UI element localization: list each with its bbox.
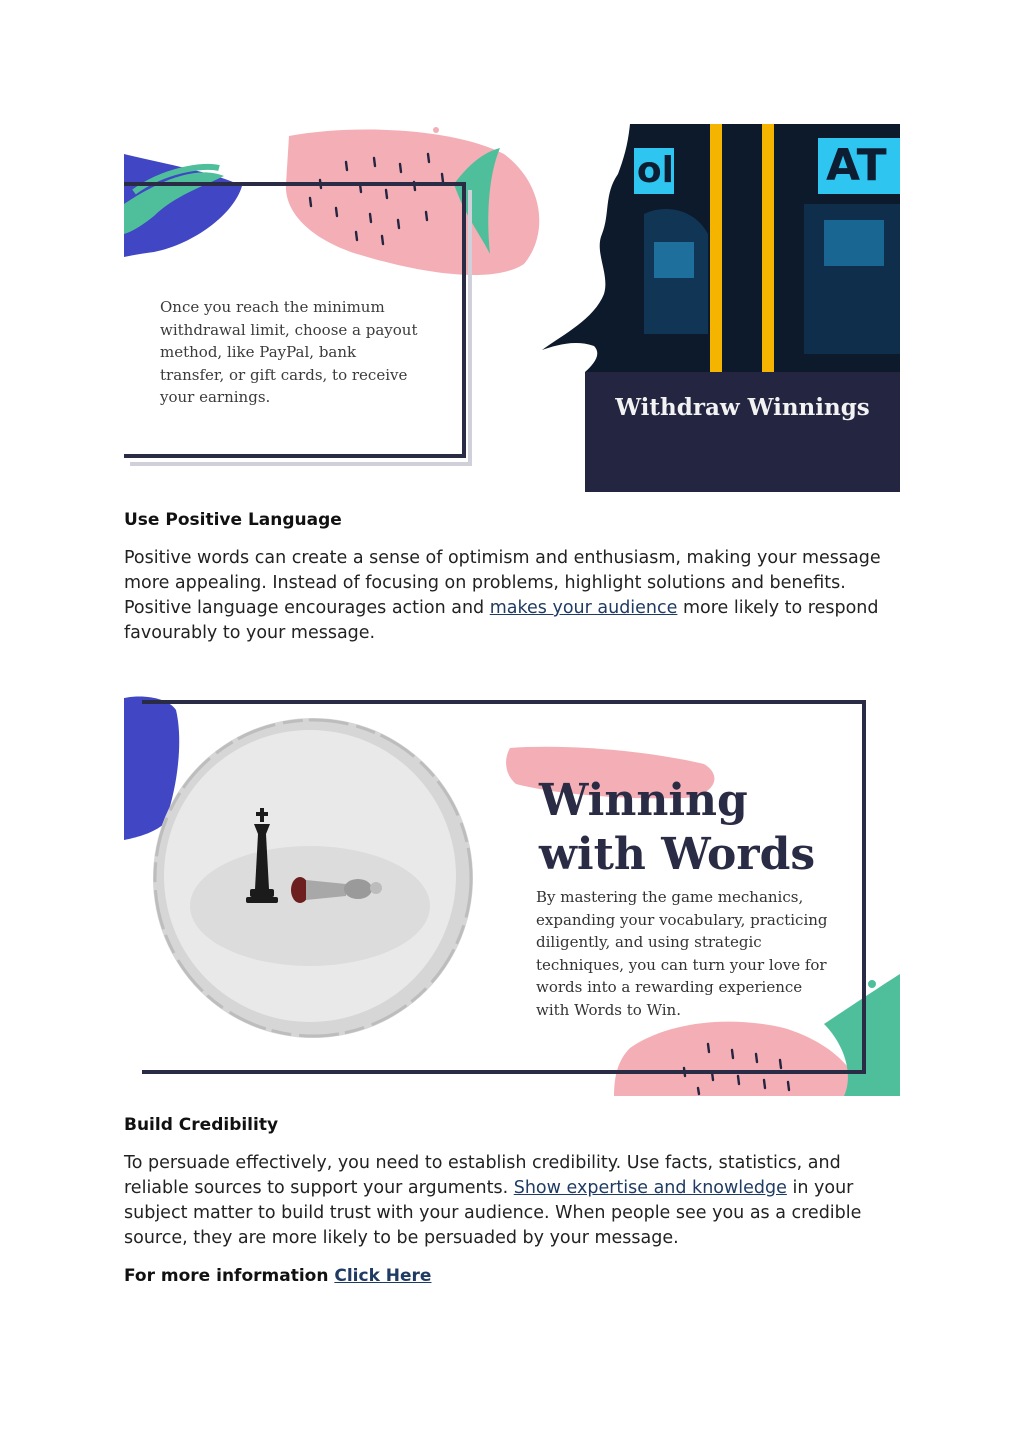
more-info-line xyxy=(124,1266,431,1286)
paragraph-text: more likely to respond favourably to your message. xyxy=(124,598,879,643)
withdraw-caption: Withdraw Winnings xyxy=(615,394,870,421)
click-here-link[interactable]: Click Here xyxy=(334,1266,432,1286)
caption-box xyxy=(585,372,900,492)
atm-sign: AT xyxy=(818,138,900,194)
paragraph-build-credibility xyxy=(124,1151,900,1251)
section-heading-build-credibility: Build Credibility xyxy=(124,1115,279,1135)
show-expertise-link[interactable]: Show expertise and knowledge xyxy=(513,1178,787,1198)
section-heading-positive-language: Use Positive Language xyxy=(124,510,342,530)
paragraph-text: in your subject matter to build trust with your audience. When people see you as a credible source, they are more likely to be persuaded by your message. xyxy=(124,1178,862,1248)
title-line-2: with Words xyxy=(539,829,816,880)
banner-title xyxy=(539,774,815,882)
withdraw-winnings-banner xyxy=(124,124,900,492)
makes-your-audience-link[interactable]: makes your audience xyxy=(489,598,678,618)
winning-with-words-banner xyxy=(124,684,900,1096)
paragraph-positive-language xyxy=(124,546,900,646)
paragraph-text: To persuade effectively, you need to establish credibility. Use facts, statistics, and reliable sources to support your arguments. xyxy=(124,1153,841,1198)
title-line-1: Winning xyxy=(539,775,748,826)
atm-sign-left: ol xyxy=(634,148,674,194)
winning-description: By mastering the game mechanics, expanding your vocabulary, practicing diligently, and using strategic techniques, you can turn your love for words into a rewarding experience with Words to Win. xyxy=(536,888,828,1019)
withdraw-description: Once you reach the minimum withdrawal limit, choose a payout method, like PayPal, bank transfer, or gift cards, to receive your earnings. xyxy=(160,298,418,406)
more-info-label: For more information xyxy=(124,1266,335,1286)
paragraph-text: Positive words can create a sense of optimism and enthusiasm, making your message more appealing. Instead of focusing on problems, highlight solutions and benefits. Positive language encourages action and xyxy=(124,548,881,618)
